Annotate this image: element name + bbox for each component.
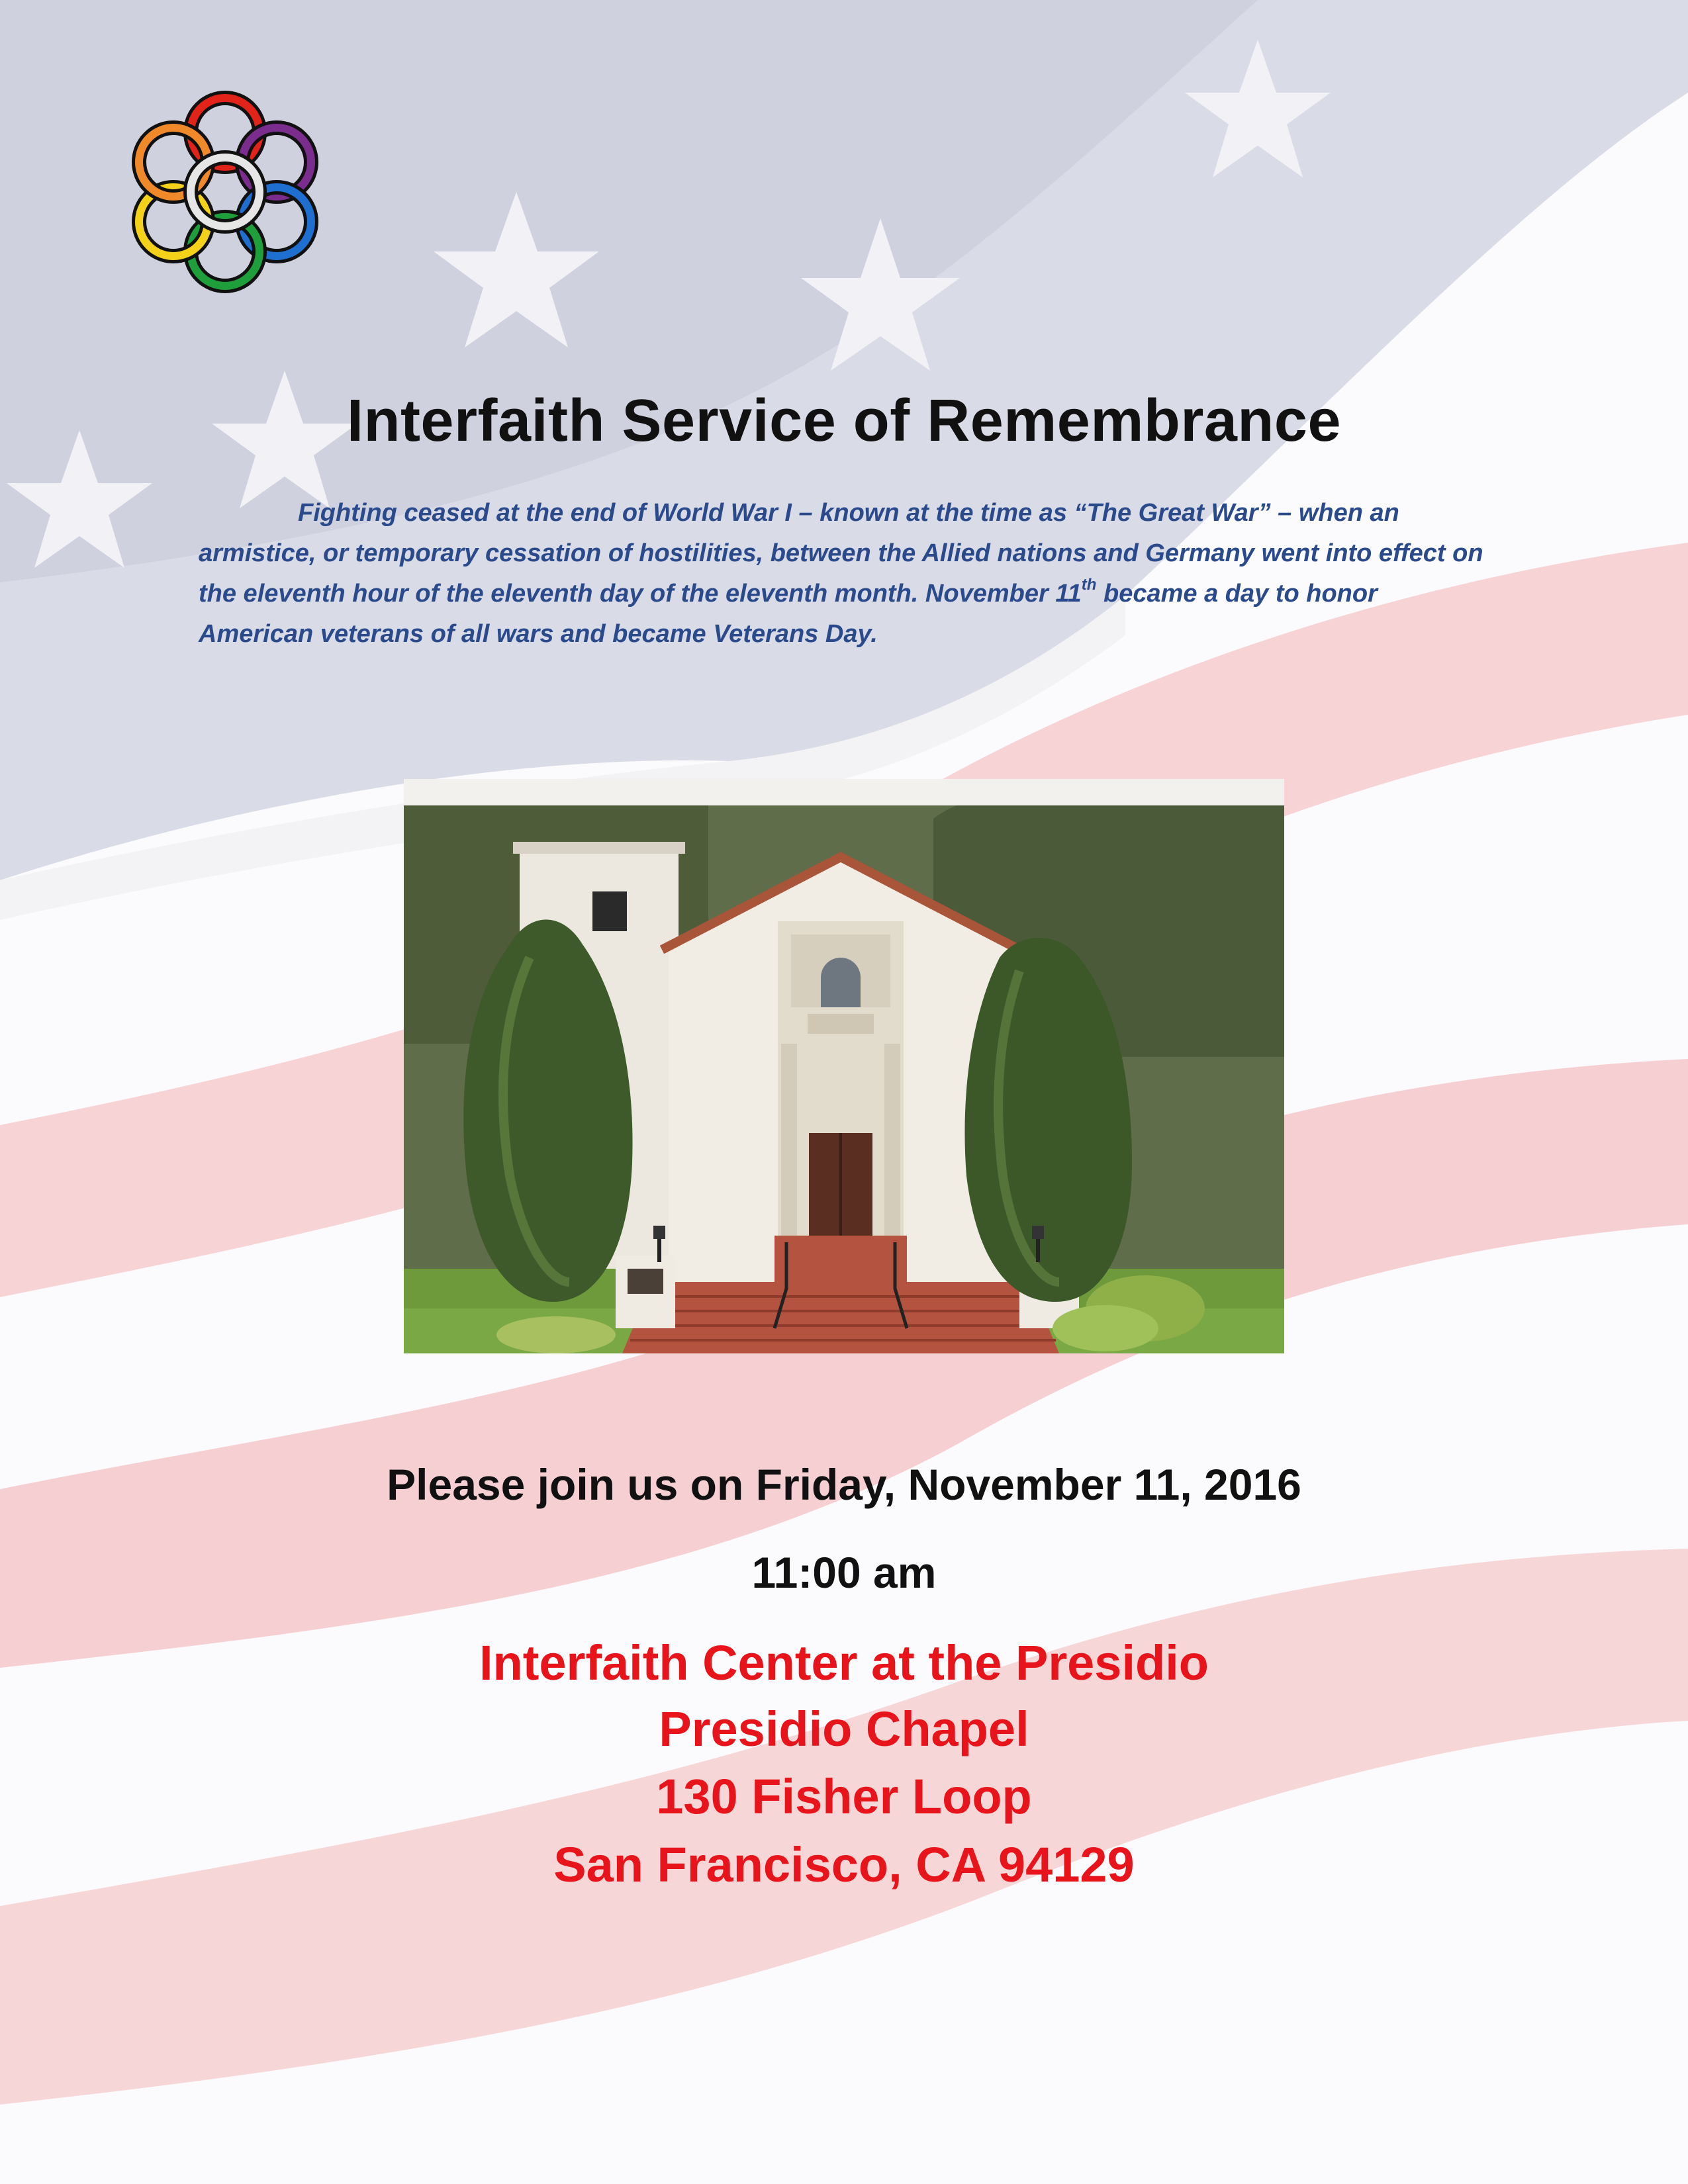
location-city: San Francisco, CA 94129 (553, 1837, 1135, 1892)
chapel-photo (404, 779, 1284, 1353)
page-title: Interfaith Service of Remembrance (346, 388, 1342, 454)
invitation-date: Please join us on Friday, November 11, 2016 (387, 1460, 1301, 1509)
location-street: 130 Fisher Loop (656, 1769, 1032, 1824)
location-venue: Interfaith Center at the Presidio (479, 1635, 1209, 1690)
location-chapel: Presidio Chapel (659, 1702, 1029, 1756)
invitation-time: 11:00 am (751, 1548, 937, 1597)
intro-text-before: Fighting ceased at the end of World War I – known at the time as “The Great War” – when an armistice, or temporary cessation of hostilities, between the Allied nations and Germany went into effect on the eleventh hour of the eleventh day of the eleventh month. November 11 (199, 499, 1483, 608)
intro-paragraph (199, 493, 1489, 655)
intro-superscript: th (1081, 576, 1097, 594)
interfaith-rings-logo (126, 86, 324, 311)
intro-text-after: became a day to honor American veterans of all wars and became Veterans Day. (199, 580, 1378, 648)
